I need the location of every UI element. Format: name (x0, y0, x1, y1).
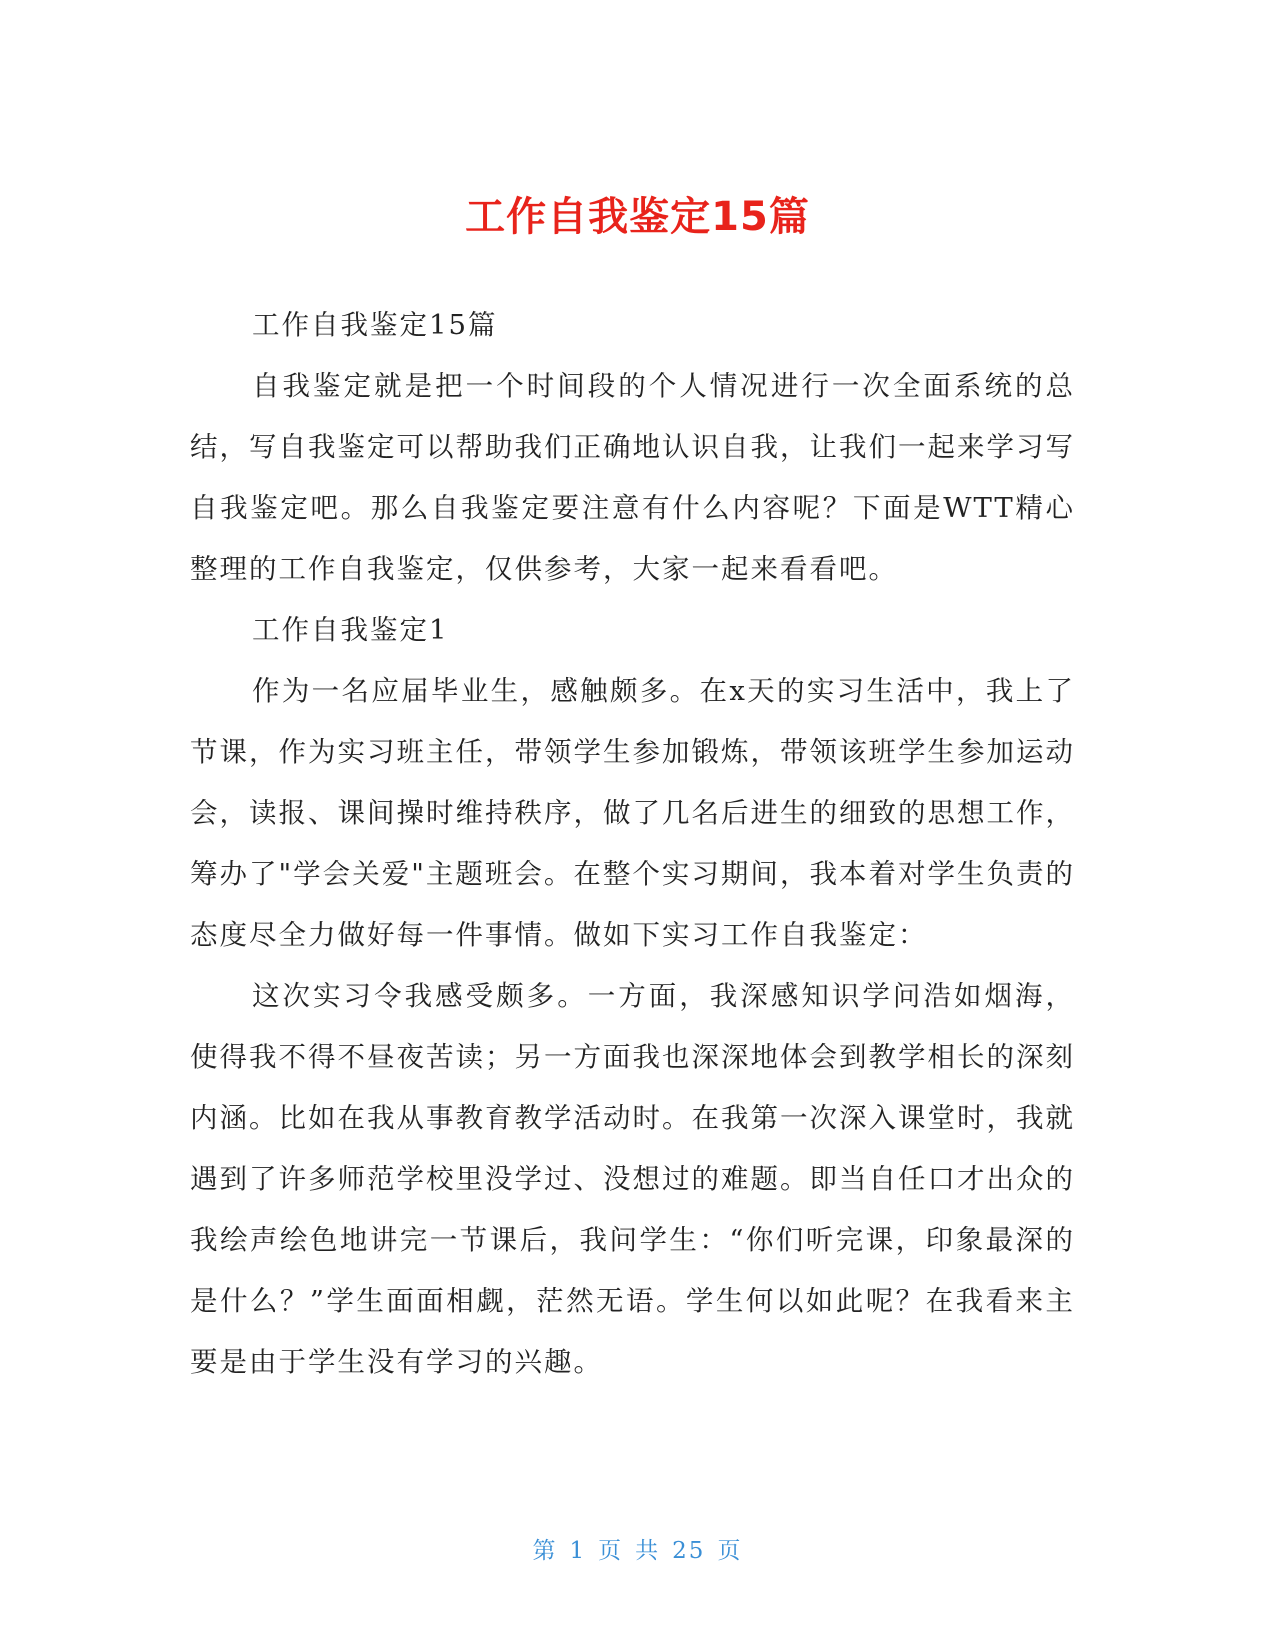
footer-label-page: 第 (532, 1538, 558, 1564)
section-heading: 工作自我鉴定1 (252, 614, 449, 646)
paragraph-intro: 自我鉴定就是把一个时间段的个人情况进行一次全面系统的总结，写自我鉴定可以帮助我们正确地认识自我，让我们一起来学习写自我鉴定吧。那么自我鉴定要注意有什么内容呢？下面是WTT精心整理的工作自我鉴定，仅供参考，大家一起来看看吧。 (190, 370, 1075, 585)
document-body (190, 295, 1075, 1393)
document-title: 工作自我鉴定15篇 (465, 193, 810, 240)
footer-label-page-unit: 页 (598, 1538, 624, 1564)
paragraph-heading: 工作自我鉴定15篇 (252, 309, 498, 341)
footer-label-total-unit: 页 (717, 1538, 743, 1564)
current-page-number: 1 (569, 1538, 587, 1564)
total-pages-number: 25 (672, 1538, 706, 1564)
paragraph-body: 作为一名应届毕业生，感触颇多。在x天的实习生活中，我上了节课，作为实习班主任，带领学生参加锻炼，带领该班学生参加运动会，读报、课间操时维持秩序，做了几名后进生的细致的思想工作，筹办了"学会关爱"主题班会。在整个实习期间，我本着对学生负责的态度尽全力做好每一件事情。做如下实习工作自我鉴定： (190, 675, 1075, 951)
page-footer (0, 1535, 1275, 1567)
footer-label-total: 共 (635, 1538, 661, 1564)
paragraph-body: 这次实习令我感受颇多。一方面，我深感知识学问浩如烟海，使得我不得不昼夜苦读；另一方面我也深深地体会到教学相长的深刻内涵。比如在我从事教育教学活动时。在我第一次深入课堂时，我就遇到了许多师范学校里没学过、没想过的难题。即当自任口才出众的我绘声绘色地讲完一节课后，我问学生：“你们听完课，印象最深的是什么？”学生面面相觑，茫然无语。学生何以如此呢？在我看来主要是由于学生没有学习的兴趣。 (190, 980, 1075, 1378)
